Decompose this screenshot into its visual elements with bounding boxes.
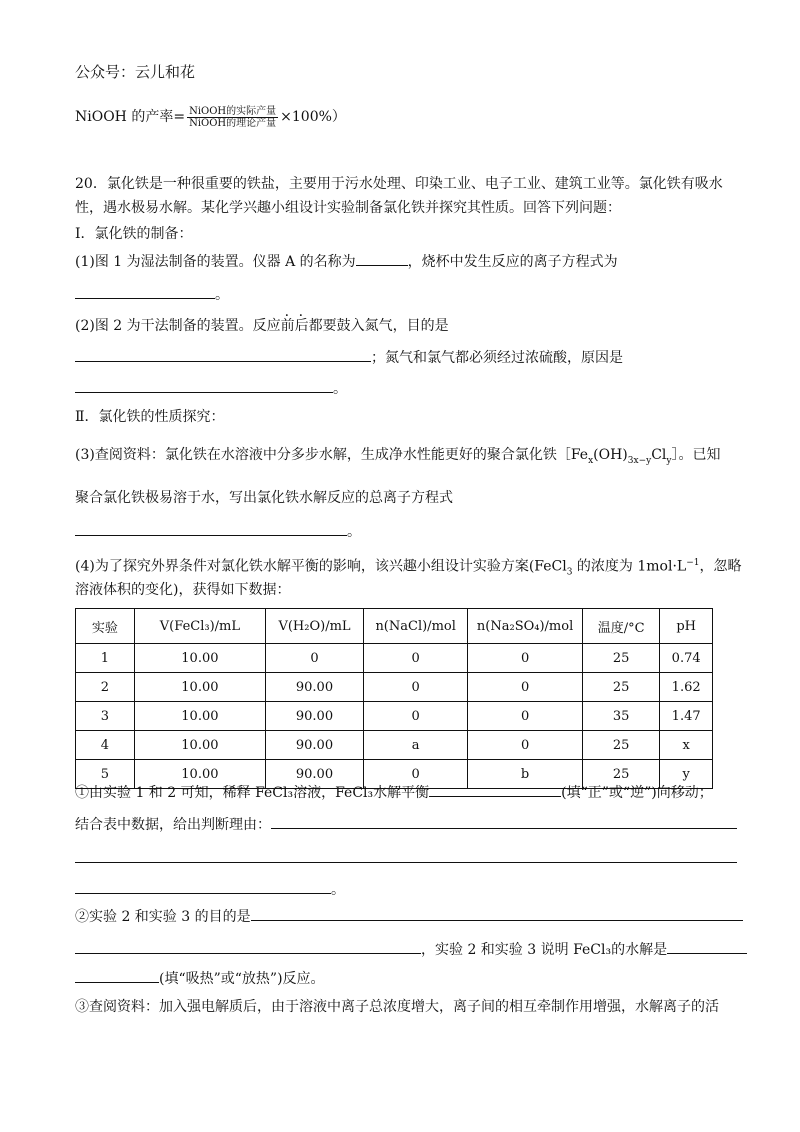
q3-blank-equation[interactable] — [75, 521, 347, 536]
q20-intro-line1: 20．氯化铁是一种很重要的铁盐，主要用于污水处理、印染工业、电子工业、建筑工业等。氯化铁有吸水 — [75, 176, 723, 192]
q2-text-c: ；氮气和氯气都必须经过浓硫酸，原因是 — [371, 350, 623, 366]
table-cell: 35 — [582, 702, 659, 731]
table-row — [76, 673, 713, 702]
sub2-blank-heat-1[interactable] — [667, 939, 747, 954]
sub2-blank-purpose-1[interactable] — [251, 906, 743, 921]
yield-formula — [75, 104, 346, 130]
table-cell: 10.00 — [134, 673, 265, 702]
q1-blank-equation[interactable] — [75, 284, 215, 299]
table-cell: 90.00 — [265, 702, 363, 731]
q4-text-c: ，忽略 — [699, 558, 742, 575]
table-cell: 0 — [364, 702, 468, 731]
table-header: V(FeCl₃)/mL — [134, 609, 265, 644]
q1-line2 — [75, 284, 229, 305]
sub2-line2 — [75, 939, 747, 960]
table-cell: 10.00 — [134, 760, 265, 789]
table-cell: 1 — [76, 644, 135, 673]
table-cell: a — [364, 731, 468, 760]
q4-text-a: (4)为了探究外界条件对氯化铁水解平衡的影响，该兴趣小组设计实验方案(FeCl — [75, 558, 567, 575]
table-cell: 0 — [265, 644, 363, 673]
q1-text-a: (1)图 1 为湿法制备的装置。仪器 A 的名称为 — [75, 254, 356, 270]
table-cell: 0 — [468, 702, 583, 731]
q2-blank-purpose[interactable] — [75, 347, 371, 362]
q2-line1 — [75, 316, 449, 336]
q4-text-b: 的浓度为 1mol·L — [572, 558, 687, 575]
sub1-text-a: ①由实验 1 和 2 可知，稀释 FeCl₃溶液，FeCl₃水解平衡 — [75, 785, 430, 801]
table-header: 温度/°C — [582, 609, 659, 644]
formula-cl: Cl — [651, 447, 667, 463]
table-header: n(Na₂SO₄)/mol — [468, 609, 583, 644]
sub1-text-c: 结合表中数据，给出判断理由： — [75, 817, 271, 833]
table-cell: 90.00 — [265, 673, 363, 702]
formula-3x-y: 3x−y — [627, 455, 652, 466]
experiment-table — [75, 608, 713, 789]
table-cell: 0.74 — [660, 644, 713, 673]
table-cell: 25 — [582, 644, 659, 673]
yield-fraction — [187, 106, 278, 129]
q3-line1 — [75, 443, 721, 473]
formula-x: x — [588, 455, 594, 466]
sub1-line1 — [75, 782, 713, 803]
part1-title: I．氯化铁的制备： — [75, 226, 193, 242]
table-cell: 10.00 — [134, 644, 265, 673]
sub1-blank-reason-2[interactable] — [75, 848, 737, 863]
table-cell: x — [660, 731, 713, 760]
table-header: pH — [660, 609, 713, 644]
q4-sub-3: 3 — [566, 567, 573, 578]
q1-end: 。 — [215, 287, 229, 303]
table-header: 实验 — [76, 609, 135, 644]
table-cell: 25 — [582, 731, 659, 760]
sub1-blank-reason-3[interactable] — [75, 879, 331, 894]
table-cell: 1.47 — [660, 702, 713, 731]
q1-text-b: ，烧杯中发生反应的离子方程式为 — [407, 254, 618, 270]
sub2-line1 — [75, 906, 743, 927]
table-cell: 0 — [364, 760, 468, 789]
table-cell: 0 — [468, 731, 583, 760]
sub2-text-b: ，实验 2 和实验 3 说明 FeCl₃的水解是 — [421, 942, 668, 958]
q2-text-b: 都要鼓入氮气，目的是 — [308, 318, 449, 334]
table-header: n(NaCl)/mol — [364, 609, 468, 644]
q2-end: 。 — [333, 381, 347, 397]
table-cell: 25 — [582, 760, 659, 789]
sub3-line1: ③查阅资料：加入强电解质后，由于溶液中离子总浓度增大，离子间的相互牵制作用增强，水解离子的活 — [75, 999, 719, 1015]
q2-emph-before: 前 — [280, 318, 295, 334]
sub1-blank-reason-1[interactable] — [271, 814, 737, 829]
watermark-text: 公众号：云儿和花 — [75, 63, 196, 81]
q3-line2: 聚合氯化铁极易溶于水，写出氯化铁水解反应的总离子方程式 — [75, 490, 453, 506]
q3-line3 — [75, 521, 361, 542]
sub2-blank-heat-2[interactable] — [75, 968, 159, 983]
q3-text-a: (3)查阅资料：氯化铁在水溶液中分多步水解，生成净水性能更好的聚合氯化铁［ — [75, 447, 571, 463]
table-row — [76, 644, 713, 673]
sub1-line2 — [75, 814, 737, 835]
formula-oh: (OH) — [593, 447, 628, 463]
table-row — [76, 731, 713, 760]
q1-blank-instrument[interactable] — [356, 251, 408, 266]
sub2-line3 — [75, 968, 325, 989]
table-cell: 10.00 — [134, 702, 265, 731]
q3-formula — [570, 447, 672, 466]
q3-end: 。 — [347, 524, 361, 540]
table-cell: 0 — [364, 644, 468, 673]
table-cell: 25 — [582, 673, 659, 702]
yield-denominator: NiOOH的理论产量 — [189, 117, 277, 129]
q4-line2: 溶液体积的变化)，获得如下数据： — [75, 582, 291, 598]
q2-line2 — [75, 347, 623, 368]
q4-line1 — [75, 553, 741, 582]
sub1-line4 — [75, 879, 345, 900]
sub1-text-b: (填“正”或“逆”)向移动； — [561, 785, 713, 801]
table-cell: b — [468, 760, 583, 789]
formula-fe: Fe — [570, 447, 589, 463]
yield-prefix: NiOOH 的产率= — [75, 109, 186, 125]
sub1-blank-direction[interactable] — [429, 782, 561, 797]
yield-numerator: NiOOH的实际产量 — [189, 105, 277, 117]
q2-blank-reason[interactable] — [75, 378, 333, 393]
table-cell: 5 — [76, 760, 135, 789]
yield-suffix: ×100%） — [280, 109, 346, 125]
sub1-end: 。 — [331, 882, 345, 898]
q2-line3 — [75, 378, 347, 399]
q4-sup: −1 — [686, 558, 700, 568]
formula-y: y — [666, 455, 672, 466]
q2-text-a: (2)图 2 为干法制备的装置。反应 — [75, 318, 281, 334]
sub1-line3 — [75, 848, 737, 869]
table-cell: 0 — [468, 673, 583, 702]
q20-intro-line2: 性，遇水极易水解。某化学兴趣小组设计实验制备氯化铁并探究其性质。回答下列问题： — [75, 200, 621, 216]
part2-title: Ⅱ．氯化铁的性质探究： — [75, 409, 225, 425]
sub2-text-c: (填“吸热”或“放热”)反应。 — [159, 971, 325, 987]
table-cell: y — [660, 760, 713, 789]
sub2-text-a: ②实验 2 和实验 3 的目的是 — [75, 909, 251, 925]
table-header-row — [76, 609, 713, 644]
table-row — [76, 702, 713, 731]
table-cell: 4 — [76, 731, 135, 760]
q2-emph-after: 后 — [294, 318, 309, 334]
table-cell: 90.00 — [265, 731, 363, 760]
table-cell: 10.00 — [134, 731, 265, 760]
table-header: V(H₂O)/mL — [265, 609, 363, 644]
table-cell: 90.00 — [265, 760, 363, 789]
table-cell: 0 — [364, 673, 468, 702]
table-cell: 1.62 — [660, 673, 713, 702]
table-cell: 3 — [76, 702, 135, 731]
q3-text-b: ］。已知 — [671, 447, 721, 463]
table-cell: 2 — [76, 673, 135, 702]
sub2-blank-purpose-2[interactable] — [75, 939, 421, 954]
q1-line1 — [75, 251, 618, 272]
table-cell: 0 — [468, 644, 583, 673]
